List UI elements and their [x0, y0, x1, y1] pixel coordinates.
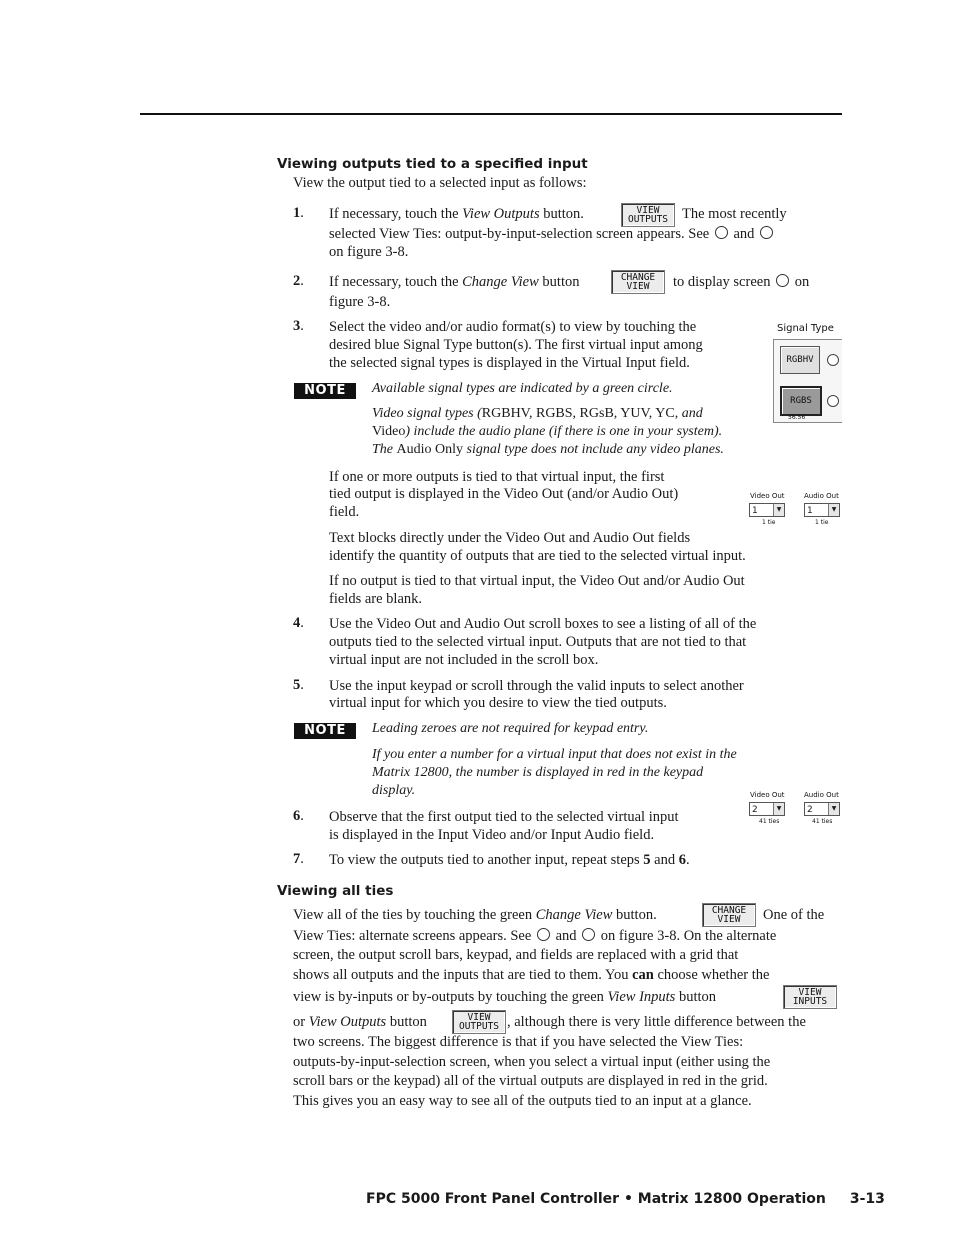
change-view-button[interactable]: CHANGE VIEW [702, 903, 756, 927]
callout-circle-icon [537, 928, 550, 941]
paragraph-line: , although there is very little difference between the [507, 1014, 806, 1030]
paragraph-line: If one or more outputs is tied to that virtual input, the first [329, 469, 665, 485]
note-badge: NOTE [294, 383, 356, 399]
top-rule [140, 113, 842, 115]
paragraph-line: fields are blank. [329, 591, 423, 607]
paragraph-line: View Ties: alternate screens appears. See and on figure 3-8. On the alternate [293, 928, 777, 944]
paragraph-line: This gives you an easy way to see all of the outputs tied to an input at a glance. [293, 1093, 752, 1109]
video-tie-count: 41 ties [759, 818, 780, 825]
step-4-line: outputs tied to the selected virtual input. Outputs that are not tied to that [329, 634, 747, 650]
video-out-label: Video Out [750, 492, 785, 500]
audio-out-dropdown[interactable]: 2 ▼ [804, 802, 840, 816]
video-out-dropdown[interactable]: 2 ▼ [749, 802, 785, 816]
change-view-button[interactable]: CHANGE VIEW [611, 270, 665, 294]
note-line: If you enter a number for a virtual input that does not exist in the [372, 747, 737, 762]
paragraph-line: View all of the ties by touching the green Change View button. [293, 907, 657, 923]
paragraph-line: field. [329, 504, 360, 520]
signal-type-title: Signal Type [777, 323, 834, 334]
view-outputs-button[interactable]: VIEW OUTPUTS [452, 1010, 506, 1034]
paragraph-line: or View Outputs button [293, 1014, 427, 1030]
dropdown-arrow-icon: ▼ [828, 803, 839, 815]
video-out-label: Video Out [750, 791, 785, 799]
note-line: The Audio Only signal type does not include any video planes. [372, 442, 724, 457]
step-number: 7. [293, 851, 304, 867]
view-outputs-button[interactable]: VIEW OUTPUTS [621, 203, 675, 227]
callout-circle-icon [760, 226, 773, 239]
note-badge: NOTE [294, 723, 356, 739]
step-1-line-3: on figure 3-8. [329, 244, 409, 260]
rgbs-button[interactable]: RGBS [780, 386, 822, 416]
section-heading: Viewing all ties [277, 883, 394, 899]
step-5-line: Use the input keypad or scroll through the valid inputs to select another [329, 678, 744, 694]
step-number: 3. [293, 318, 304, 334]
step-6-line: is displayed in the Input Video and/or Input Audio field. [329, 827, 655, 843]
frequency-readout: 56.56 [788, 414, 806, 421]
step-4-line: Use the Video Out and Audio Out scroll boxes to see a listing of all of the [329, 616, 757, 632]
paragraph-line: scroll bars or the keypad) all of the virtual outputs are displayed in red in the grid. [293, 1073, 768, 1089]
step-number: 5. [293, 677, 304, 693]
step-2-line-1: If necessary, touch the Change View button [329, 274, 580, 290]
note-line: Matrix 12800, the number is displayed in red in the keypad [372, 765, 704, 780]
step-number: 6. [293, 808, 304, 824]
signal-type-panel [773, 339, 842, 423]
dropdown-arrow-icon: ▼ [773, 504, 784, 516]
callout-circle-icon [715, 226, 728, 239]
audio-out-label: Audio Out [804, 791, 839, 799]
step-2-line-2: figure 3-8. [329, 294, 391, 310]
step-1-line-1: If necessary, touch the View Outputs button. [329, 206, 584, 222]
paragraph-line: Text blocks directly under the Video Out and Audio Out fields [329, 530, 691, 546]
step-3-line-2: desired blue Signal Type button(s). The first virtual input among [329, 337, 703, 353]
note-line: Video) include the audio plane (if there is one in your system). [372, 424, 723, 439]
callout-circle-icon [776, 274, 789, 287]
audio-tie-count: 1 tie [815, 519, 829, 526]
paragraph-line: two screens. The biggest difference is that if you have selected the View Ties: [293, 1034, 744, 1050]
step-6-line: Observe that the first output tied to the selected virtual input [329, 809, 679, 825]
page-number: 3-13 [849, 1191, 885, 1207]
note-line: Available signal types are indicated by a green circle. [372, 381, 673, 396]
callout-circle-icon [582, 928, 595, 941]
intro-text: View the output tied to a selected input as follows: [293, 175, 587, 191]
audio-out-label: Audio Out [804, 492, 839, 500]
status-circle-icon [827, 354, 839, 366]
step-number: 2. [293, 273, 304, 289]
paragraph-line: tied output is displayed in the Video Out (and/or Audio Out) [329, 486, 679, 502]
paragraph-line: view is by-inputs or by-outputs by touching the green View Inputs button [293, 989, 717, 1005]
note-line: Video signal types (RGBHV, RGBS, RGsB, YUV, YC, and [372, 406, 703, 421]
paragraph-line: One of the [763, 907, 825, 923]
paragraph-line: If no output is tied to that virtual input, the Video Out and/or Audio Out [329, 573, 745, 589]
step-1-line-1b: The most recently [682, 206, 787, 222]
view-inputs-button[interactable]: VIEW INPUTS [783, 985, 837, 1009]
rgbhv-button[interactable]: RGBHV [780, 346, 820, 374]
step-number: 4. [293, 615, 304, 631]
note-line: Leading zeroes are not required for keypad entry. [372, 721, 649, 736]
paragraph-line: outputs-by-input-selection screen, when you select a virtual input (either using the [293, 1054, 771, 1070]
step-5-line: virtual input for which you desire to view the tied outputs. [329, 695, 667, 711]
video-tie-count: 1 tie [762, 519, 776, 526]
note-line: display. [372, 783, 416, 798]
paragraph-line: shows all outputs and the inputs that are tied to them. You can choose whether the [293, 967, 770, 983]
step-number: 1. [293, 205, 304, 221]
step-2-line-1b: to display screen on [673, 274, 810, 290]
step-4-line: virtual input are not included in the scroll box. [329, 652, 599, 668]
page-footer: FPC 5000 Front Panel Controller • Matrix 12800 Operation 3-13 [366, 1191, 885, 1207]
step-1-line-2: selected View Ties: output-by-input-selection screen appears. See and [329, 225, 775, 243]
section-heading: Viewing outputs tied to a specified input [277, 156, 588, 172]
video-out-dropdown[interactable]: 1 ▼ [749, 503, 785, 517]
step-3-line-1: Select the video and/or audio format(s) to view by touching the [329, 319, 697, 335]
paragraph-line: screen, the output scroll bars, keypad, and fields are replaced with a grid that [293, 947, 739, 963]
step-3-line-3: the selected signal types is displayed in the Virtual Input field. [329, 355, 690, 371]
audio-tie-count: 41 ties [812, 818, 833, 825]
dropdown-arrow-icon: ▼ [773, 803, 784, 815]
status-circle-icon [827, 395, 839, 407]
step-7-line: To view the outputs tied to another input, repeat steps 5 and 6. [329, 852, 690, 868]
paragraph-line: identify the quantity of outputs that are tied to the selected virtual input. [329, 548, 746, 564]
dropdown-arrow-icon: ▼ [828, 504, 839, 516]
audio-out-dropdown[interactable]: 1 ▼ [804, 503, 840, 517]
